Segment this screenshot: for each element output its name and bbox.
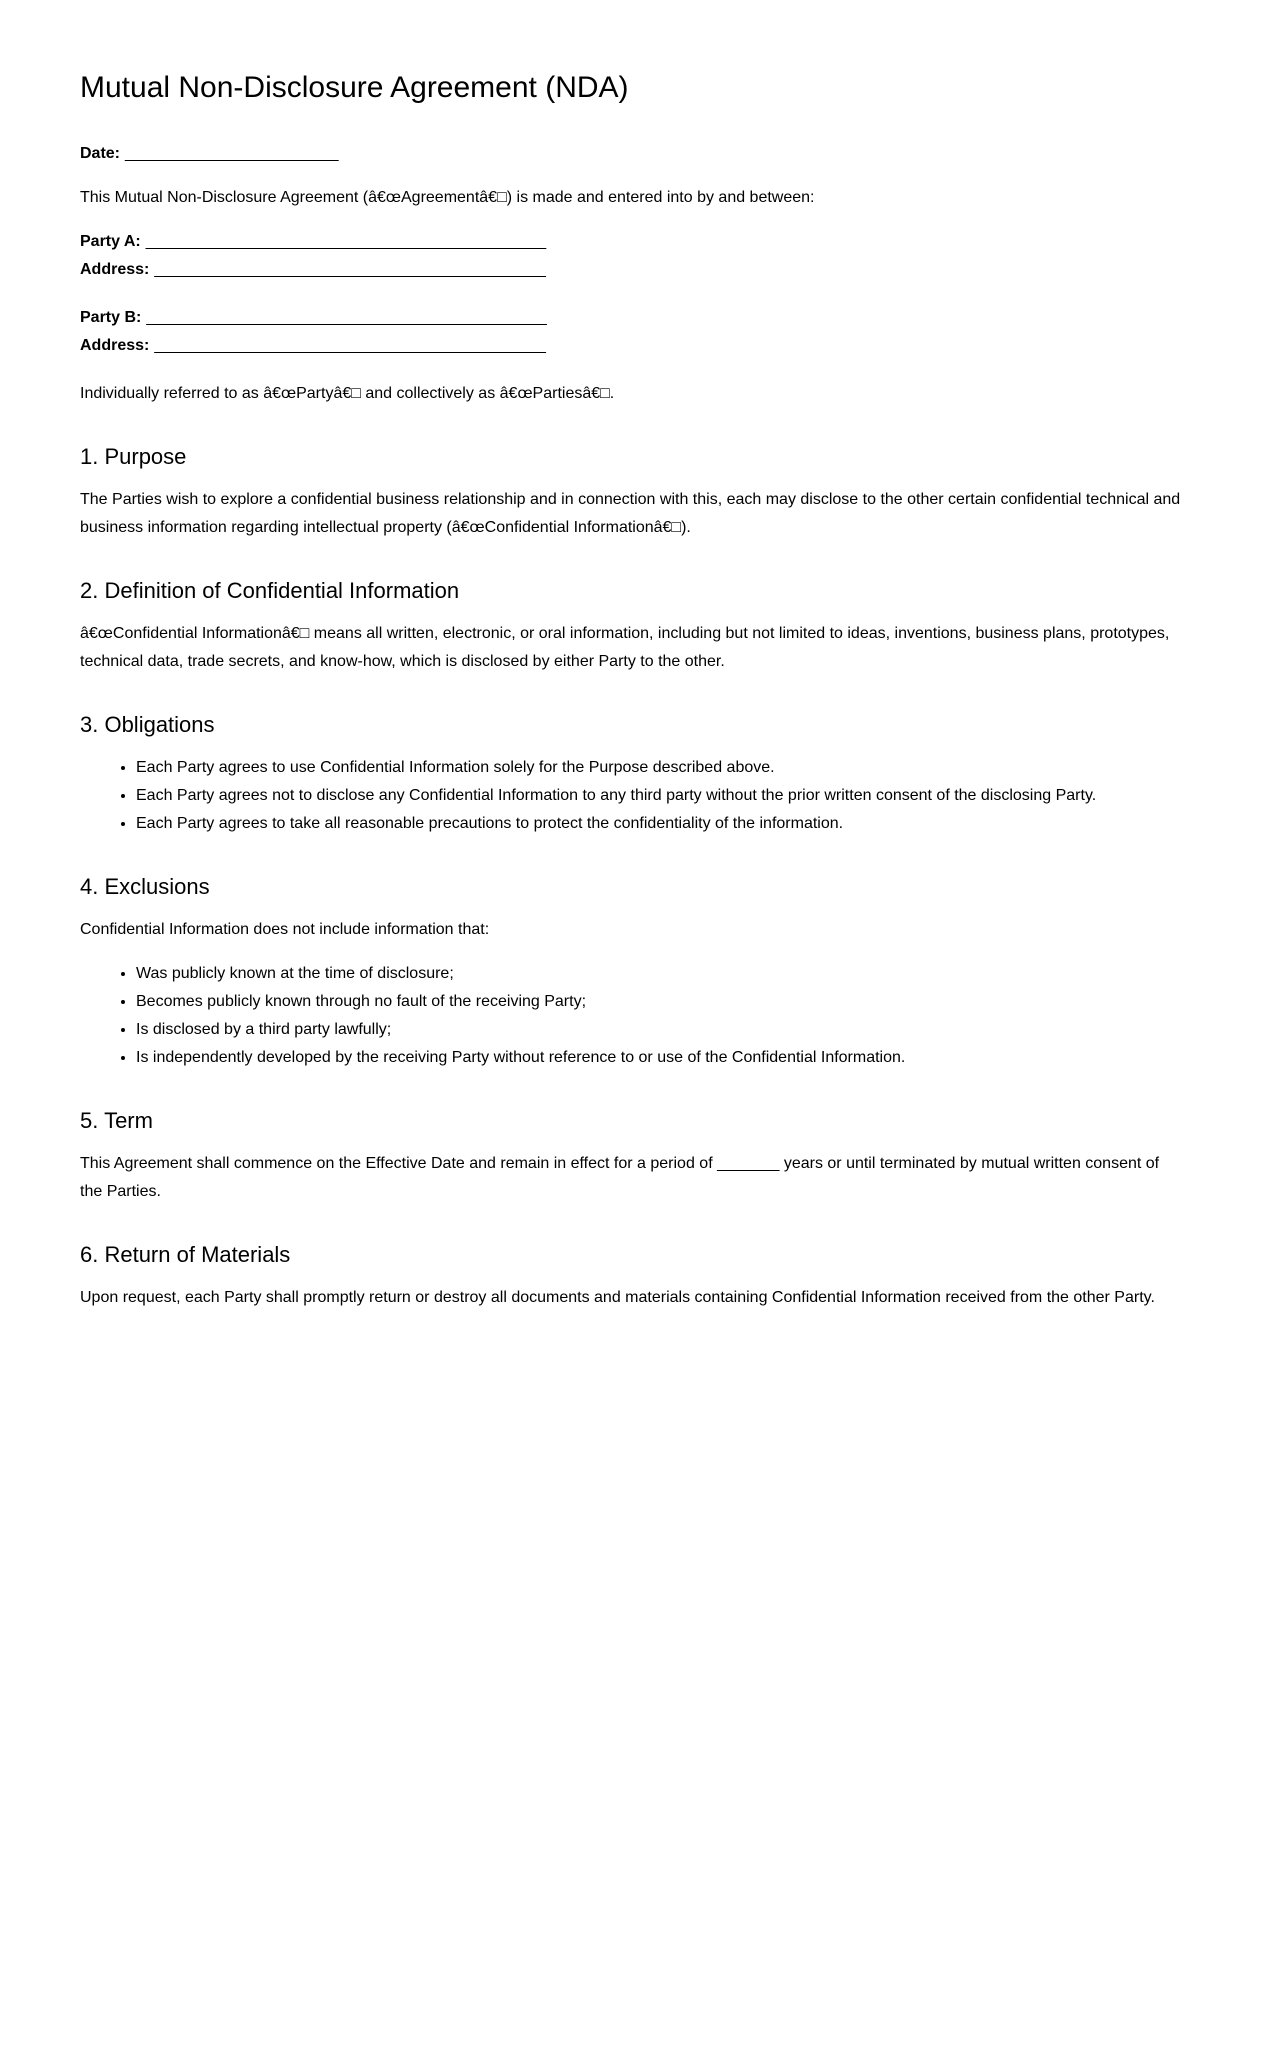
section-body-return-of-materials: Upon request, each Party shall promptly return or destroy all documents and materials containing Confidential Information received from the other Party. [80,1289,1155,1306]
list-item: • Each Party agrees not to disclose any Confidential Information to any third party without the prior written consent of the disclosing Party. [136,782,1183,810]
section-heading-purpose: 1. Purpose [80,444,187,469]
list-item: • Becomes publicly known through no fault of the receiving Party; [136,988,1183,1016]
party-b-label: Party B: [80,309,142,326]
exclusions-list [80,960,1183,1072]
section-heading-obligations: 3. Obligations [80,712,215,737]
party-b-block [80,304,1183,360]
section-heading-exclusions: 4. Exclusions [80,874,210,899]
date-blank-line: ________________________ [125,145,339,162]
section-heading-return-of-materials: 6. Return of Materials [80,1242,291,1267]
party-a-label: Party A: [80,233,141,250]
party-b-blank-line: _____________________________________________ [146,309,547,326]
page-title: Mutual Non-Disclosure Agreement (NDA) [80,71,629,104]
party-a-field [80,228,1183,256]
party-a-block [80,228,1183,284]
section-heading-term: 5. Term [80,1108,153,1133]
intro-paragraph: This Mutual Non-Disclosure Agreement (â€œAgreementâ€□) is made and entered into by and between: [80,189,815,206]
party-b-address-field [80,332,1183,360]
date-label: Date: [80,145,121,162]
section-body-term: This Agreement shall commence on the Effective Date and remain in effect for a period of _______ years or until terminated by mutual written consent of the Parties. [80,1155,1160,1200]
date-field [80,140,1183,168]
section-body-purpose: The Parties wish to explore a confidential business relationship and in connection with this, each may disclose to the other certain confidential technical and business information regarding intellectual property (â€œConfidential Informationâ€□). [80,491,1181,536]
party-b-address-label: Address: [80,337,150,354]
party-a-address-blank-line: ____________________________________________ [154,261,546,278]
party-a-blank-line: _____________________________________________ [145,233,547,250]
party-b-address-blank-line: ____________________________________________ [154,337,546,354]
section-heading-definition: 2. Definition of Confidential Information [80,578,460,603]
party-a-address-label: Address: [80,261,150,278]
party-b-field [80,304,1183,332]
parties-reference-line: Individually referred to as â€œPartyâ€□ and collectively as â€œPartiesâ€□. [80,385,615,402]
section-body-definition: â€œConfidential Informationâ€□ means all written, electronic, or oral information, including but not limited to ideas, inventions, business plans, prototypes, technical data, trade secrets, and know-how, which is disclosed by either Party to the other. [80,625,1170,670]
obligations-list [80,754,1183,838]
section-body-exclusions: Confidential Information does not include information that: [80,921,490,938]
list-item: • Was publicly known at the time of disclosure; [136,960,1183,988]
list-item: • Is independently developed by the receiving Party without reference to or use of the Confidential Information. [136,1044,1183,1072]
list-item: • Is disclosed by a third party lawfully; [136,1016,1183,1044]
list-item: • Each Party agrees to use Confidential Information solely for the Purpose described above. [136,754,1183,782]
list-item: • Each Party agrees to take all reasonable precautions to protect the confidentiality of the information. [136,810,1183,838]
party-a-address-field [80,256,1183,284]
